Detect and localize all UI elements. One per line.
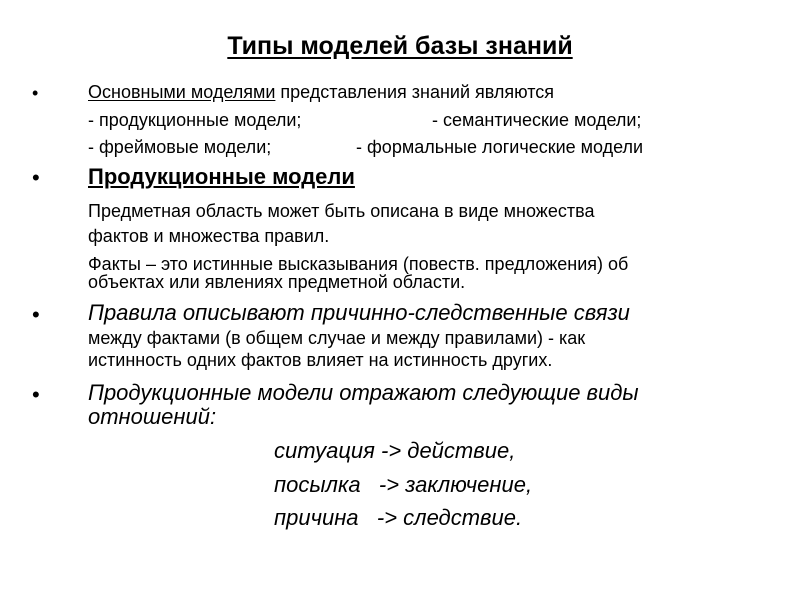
rules-line-1: Правила описывают причинно-следственные связи [88, 300, 630, 325]
relations-line-1: Продукционные модели отражают следующие виды [88, 380, 639, 405]
intro-line [88, 82, 554, 103]
model-item-production: - продукционные модели; [88, 110, 302, 130]
intro-rest: представления знаний являются [275, 82, 555, 102]
model-item-semantic: - семантические модели; [432, 110, 642, 130]
bullet-marker-1: • [32, 83, 39, 103]
rules-line-3: истинность одних фактов влияет на истинность других. [88, 350, 553, 370]
slide-title: Типы моделей базы знаний [227, 32, 573, 60]
relation-premise-conclusion: посылка -> заключение, [274, 472, 533, 497]
relations-line-2: отношений: [88, 404, 217, 429]
relation-situation-action: ситуация -> действие, [274, 438, 516, 463]
model-item-frame: - фреймовые модели; [88, 137, 272, 157]
production-desc-line-1: Предметная область может быть описана в виде множества [88, 201, 595, 221]
model-item-logic: - формальные логические модели [356, 137, 644, 157]
rules-line-2: между фактами (в общем случае и между правилами) - как [88, 328, 586, 348]
facts-line-1: Факты – это истинные высказывания (повеств. предложения) об [88, 254, 629, 274]
relation-cause-effect: причина -> следствие. [274, 505, 523, 530]
production-heading: Продукционные модели [88, 164, 355, 189]
bullet-marker-3: • [32, 302, 40, 327]
production-desc-line-2: фактов и множества правил. [88, 226, 330, 246]
bullet-marker-4: • [32, 382, 40, 407]
intro-underlined: Основными моделями [88, 82, 276, 102]
bullet-marker-2: • [32, 165, 40, 190]
facts-line-2: объектах или явлениях предметной области. [88, 272, 466, 292]
